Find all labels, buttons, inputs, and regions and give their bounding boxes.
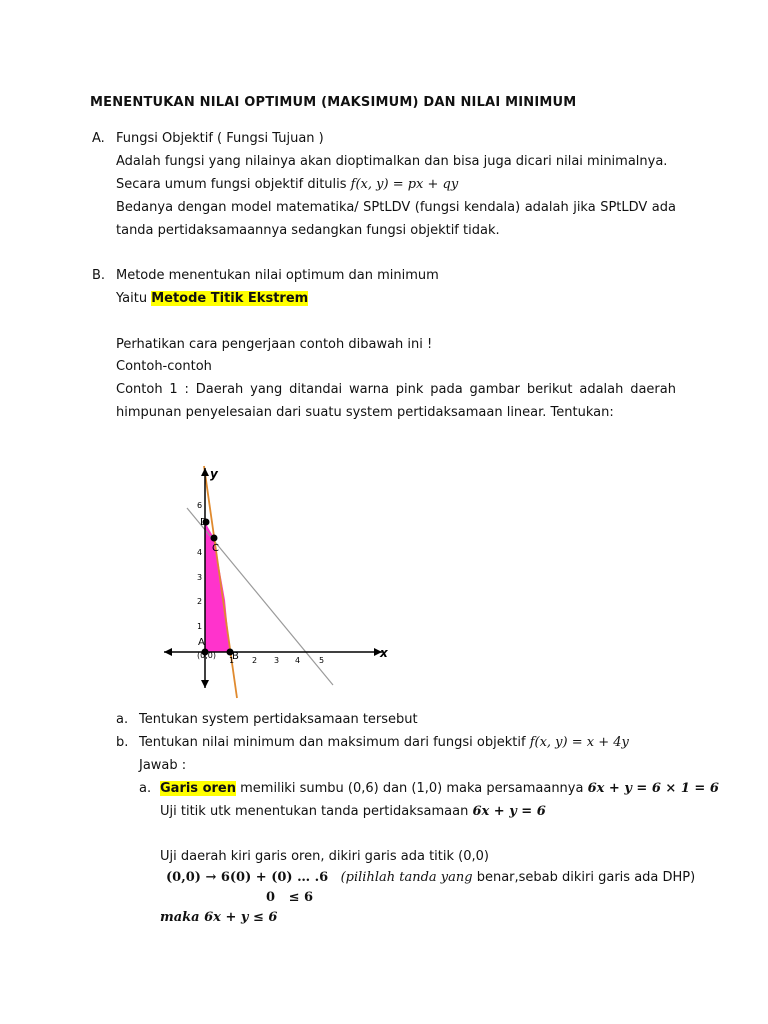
section-a-line4: tanda pertidaksamaannya sedangkan fungsi objektif tidak. [116,223,500,238]
point-a-label: A [198,637,205,648]
page-title: MENENTUKAN NILAI OPTIMUM (MAKSIMUM) DAN NILAI MINIMUM [90,95,577,110]
answer-line6 [160,910,277,925]
point-b-label: B [232,651,239,662]
x-tick-label: 2 [252,656,258,665]
answer-line1-text: memiliki sumbu (0,6) dan (1,0) maka persamaannya [240,781,584,796]
answer-line6-formula: maka 6x + y ≤ 6 [160,910,278,925]
y-axis-arrow-bottom [201,680,209,688]
answer-line3: Uji daerah kiri garis oren, dikiri garis ada titik (0,0) [160,849,489,864]
feasible-region [205,522,230,652]
section-a-line3: Bedanya dengan model matematika/ SPtLDV (fungsi kendala) adalah jika SPtLDV ada [116,200,676,215]
x-axis-label: x [380,646,388,660]
question-b-line [139,735,629,750]
section-a-line2-text: Secara umum fungsi objektif ditulis [116,177,347,192]
answer-a-marker: a. [139,781,152,796]
answer-line5 [266,890,313,905]
x-tick-label: 4 [295,656,301,665]
jawab-label: Jawab : [139,758,187,773]
answer-line1 [160,781,719,796]
yaitu-label: Yaitu [116,291,148,306]
y-tick-label: 3 [197,573,203,582]
answer-line2-text: Uji titik utk menentukan tanda pertidaksamaan [160,804,469,819]
question-a-text: Tentukan system pertidaksamaan tersebut [139,712,418,727]
perhatikan-text: Perhatikan cara pengerjaan contoh dibawah ini ! [116,337,433,352]
question-b-text: Tentukan nilai minimum dan maksimum dari fungsi objektif [139,735,526,750]
y-axis-label: y [210,467,218,481]
contoh1-line2: himpunan penyelesaian dari suatu system pertidaksamaan linear. Tentukan: [116,405,614,420]
answer-line4-rest: benar,sebab dikiri garis ada DHP) [476,870,696,885]
question-a-marker: a. [116,712,129,727]
x-axis-arrow-left [164,648,172,656]
section-a-marker: A. [92,131,105,146]
garis-oren-highlight: Garis oren [160,781,236,796]
contoh1-line1: Contoh 1 : Daerah yang ditandai warna pink pada gambar berikut adalah daerah [116,382,676,397]
point-d-label: D [200,517,208,528]
section-b-method-line [116,291,308,306]
y-tick-label: 6 [197,501,203,510]
objective-function-formula: f(x, y) = px + qy [350,177,459,192]
feasible-region-graph [150,460,400,700]
x-tick-label: 1 [229,656,235,665]
point-c [211,535,218,542]
section-a-line1: Adalah fungsi yang nilainya akan dioptimalkan dan bisa juga dicari nilai minimalnya. [116,154,668,169]
y-axis-arrow [201,468,209,476]
section-b-marker: B. [92,268,106,283]
answer-line4-italic: (pilihlah tanda yang [340,870,473,885]
answer-line4 [166,870,695,885]
point-c-label: C [212,543,219,554]
contoh-contoh-text: Contoh-contoh [116,359,212,374]
section-a-line2 [116,177,458,192]
answer-line1-formula: 6x + y = 6 × 1 = 6 [587,781,719,796]
answer-line4-formula: (0,0) → 6(0) + (0) … .6 [166,870,329,885]
x-tick-label: 3 [274,656,280,665]
x-tick-label: 5 [319,656,325,665]
question-b-formula: f(x, y) = x + 4y [529,735,629,750]
origin-label: (0,0) [197,651,216,660]
answer-line2-formula: 6x + y = 6 [472,804,546,819]
section-b-heading: Metode menentukan nilai optimum dan minimum [116,268,439,283]
question-b-marker: b. [116,735,129,750]
y-tick-label: 4 [197,548,203,557]
method-highlight: Metode Titik Ekstrem [151,291,309,306]
y-tick-label: 2 [197,597,203,606]
answer-line5-formula: 0 ≤ 6 [266,890,314,905]
section-a-heading: Fungsi Objektif ( Fungsi Tujuan ) [116,131,324,146]
answer-line2 [160,804,546,819]
y-tick-label: 1 [197,622,203,631]
